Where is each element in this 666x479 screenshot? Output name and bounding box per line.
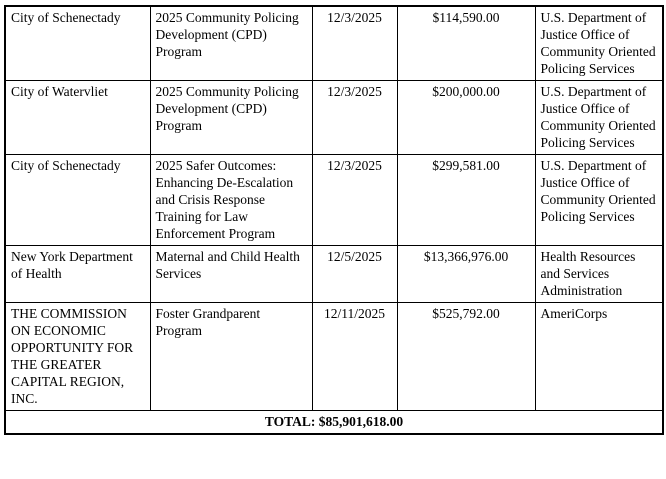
cell-program: 2025 Safer Outcomes: Enhancing De-Escalation and Crisis Response Training for Law Enforcement Program	[150, 155, 312, 246]
table-row	[5, 81, 663, 155]
cell-date: 12/3/2025	[312, 155, 397, 246]
cell-recipient: New York Department of Health	[5, 246, 150, 303]
cell-date: 12/3/2025	[312, 81, 397, 155]
table-row	[5, 155, 663, 246]
cell-date: 12/3/2025	[312, 6, 397, 81]
cell-program: 2025 Community Policing Development (CPD) Program	[150, 81, 312, 155]
cell-program: 2025 Community Policing Development (CPD) Program	[150, 6, 312, 81]
table-row	[5, 303, 663, 411]
table-row	[5, 6, 663, 81]
cell-amount: $200,000.00	[397, 81, 535, 155]
cell-agency: Health Resources and Services Administration	[535, 246, 663, 303]
cell-program: Maternal and Child Health Services	[150, 246, 312, 303]
cell-agency: U.S. Department of Justice Office of Community Oriented Policing Services	[535, 155, 663, 246]
cell-amount: $114,590.00	[397, 6, 535, 81]
cell-recipient: City of Schenectady	[5, 6, 150, 81]
cell-amount: $525,792.00	[397, 303, 535, 411]
cell-date: 12/5/2025	[312, 246, 397, 303]
cell-recipient: City of Schenectady	[5, 155, 150, 246]
cell-amount: $13,366,976.00	[397, 246, 535, 303]
total-row	[5, 411, 663, 435]
table-row	[5, 246, 663, 303]
cell-agency: U.S. Department of Justice Office of Community Oriented Policing Services	[535, 81, 663, 155]
cell-program: Foster Grandparent Program	[150, 303, 312, 411]
cell-recipient: THE COMMISSION ON ECONOMIC OPPORTUNITY FOR THE GREATER CAPITAL REGION, INC.	[5, 303, 150, 411]
grants-table	[4, 5, 664, 435]
total-cell: TOTAL: $85,901,618.00	[5, 411, 663, 435]
grants-table-body	[5, 6, 663, 411]
cell-recipient: City of Watervliet	[5, 81, 150, 155]
cell-amount: $299,581.00	[397, 155, 535, 246]
cell-agency: U.S. Department of Justice Office of Community Oriented Policing Services	[535, 6, 663, 81]
cell-date: 12/11/2025	[312, 303, 397, 411]
cell-agency: AmeriCorps	[535, 303, 663, 411]
